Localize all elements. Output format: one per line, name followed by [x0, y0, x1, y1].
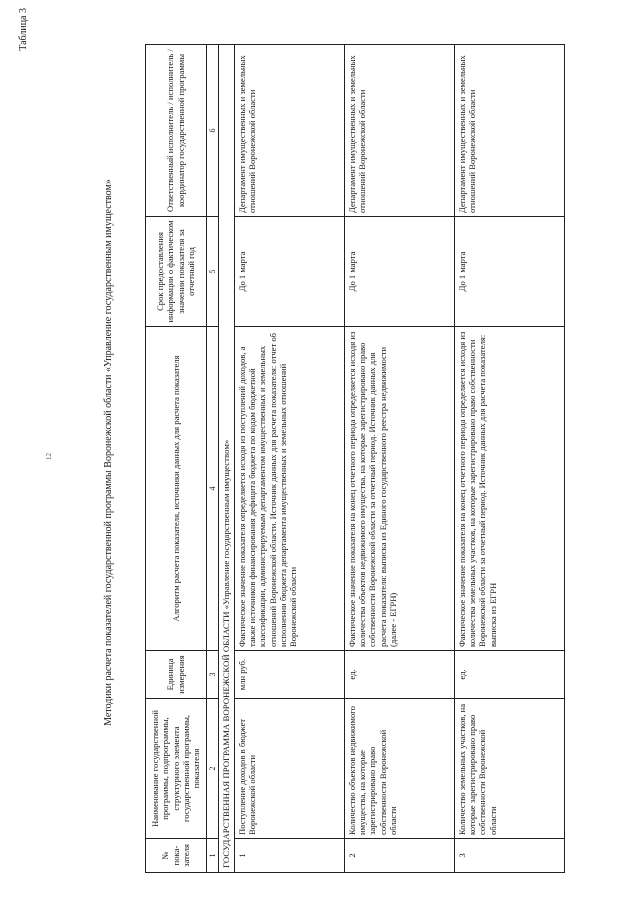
row-name: Количество объектов недвижимого имущества, на которые зарегистрировано право собственности Воронежской области	[344, 699, 454, 839]
section-row	[219, 45, 235, 873]
table-label: Таблица 3	[18, 8, 29, 51]
row-responsible: Департамент имущественных и земельных отношений Воронежской области	[454, 45, 564, 217]
document-title: Методики расчета показателей государственной программы Воронежской области «Управление государственным имуществом»	[103, 179, 114, 726]
column-header-deadline: Срок предоставления информации о фактическом значении показателя за отчетный год	[146, 217, 207, 327]
table-row	[234, 45, 344, 873]
column-header-num: № пока-зателя	[146, 839, 207, 873]
column-numbers-row	[206, 45, 219, 873]
row-algorithm: Фактическое значение показателя на конец отчетного периода определяется исходя из количества объектов недвижимого имущества, на которые зарегистрировано право собственности Воронежской области за отчетный период. Источник данных для расчета показателя: выписка из Единого государственного реестра недвижимости (далее - ЕГРН)	[344, 327, 454, 651]
column-header-name: Наименование государственной программы, подпрограммы, структурного элемента государственной программы, показателя	[146, 699, 207, 839]
section-title: ГОСУДАРСТВЕННАЯ ПРОГРАММА ВОРОНЕЖСКОЙ ОБЛАСТИ «Управление государственным имуществом»	[219, 45, 235, 873]
column-number: 3	[206, 651, 219, 699]
column-number: 2	[206, 699, 219, 839]
row-num: 3	[454, 839, 564, 873]
table-row	[344, 45, 454, 873]
row-unit: ед.	[454, 651, 564, 699]
row-num: 1	[234, 839, 344, 873]
row-unit: млн руб.	[234, 651, 344, 699]
column-number: 5	[206, 217, 219, 327]
table-row	[454, 45, 564, 873]
column-number: 1	[206, 839, 219, 873]
row-name: Количество земельных участков, на которые зарегистрировано право собственности Воронежской области	[454, 699, 564, 839]
table-header-row	[146, 45, 207, 873]
row-algorithm: Фактическое значение показателя на конец отчетного периода определяется исходя из количества земельных участков, на которые зарегистрировано право собственности Воронежской области за отчетный период. Источник данных для расчета показателя: выписка из ЕГРН	[454, 327, 564, 651]
row-responsible: Департамент имущественных и земельных отношений Воронежской области	[344, 45, 454, 217]
row-algorithm: Фактическое значение показателя определяется исходя из поступлений доходов, а также источников финансирования дефицита бюджета по кодам бюджетной классификации, администрируемым департаментом имущественных и земельных отношений Воронежской области. Источник данных для расчета показателя: отчет об исполнении бюджета департамента имущественных и земельных отношений Воронежской области	[234, 327, 344, 651]
column-header-unit: Единица измерения	[146, 651, 207, 699]
row-unit: ед.	[344, 651, 454, 699]
column-header-responsible: Ответственный исполнитель / исполнитель / координатор государственной программы	[146, 45, 207, 217]
column-header-algorithm: Алгоритм расчета показателя, источники данных для расчета показателя	[146, 327, 207, 651]
column-number: 4	[206, 327, 219, 651]
indicators-table	[145, 44, 565, 873]
row-deadline: До 1 марта	[344, 217, 454, 327]
row-deadline: До 1 марта	[454, 217, 564, 327]
row-num: 2	[344, 839, 454, 873]
column-number: 6	[206, 45, 219, 217]
row-deadline: До 1 марта	[234, 217, 344, 327]
page-number: 12	[45, 453, 53, 460]
row-name: Поступление доходов в бюджет Воронежской области	[234, 699, 344, 839]
row-responsible: Департамент имущественных и земельных отношений Воронежской области	[234, 45, 344, 217]
